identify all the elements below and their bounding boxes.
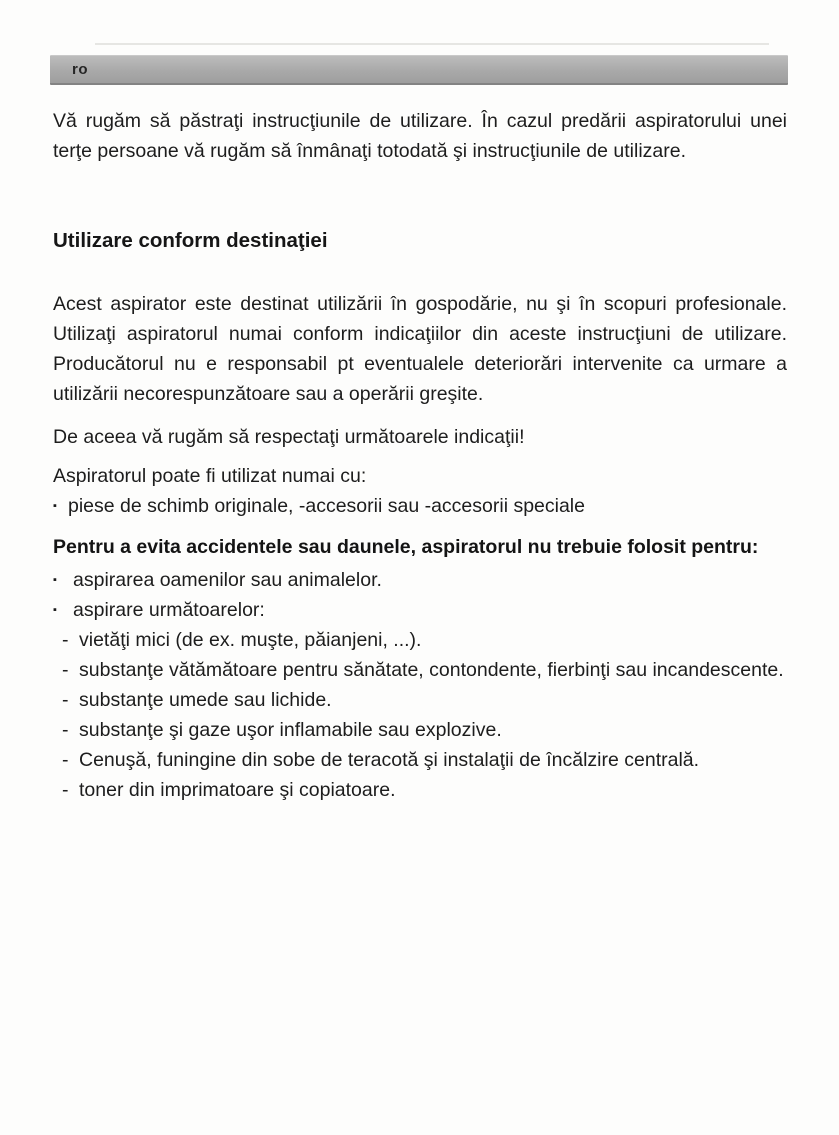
section-title: Utilizare conform destinaţiei [53,229,328,252]
list-item-text: piese de schimb originale, -accesorii sau -accesorii speciale [68,495,585,517]
sub-list-item [53,625,787,655]
dash-bullet-icon: - [62,749,69,771]
intended-use-paragraph: Acest aspirator este destinat utilizării în gospodărie, nu şi în scopuri profesionale. Utilizaţi aspiratorul numai conform indicaţiilor din aceste instrucţiuni de utilizare. Producătorul nu e responsabil pt eventualele deteriorări intervenite ca urmare a utilizării necorespunzătoare sau a operării greşite. [53,293,787,405]
square-bullet-icon: ▪ [53,500,57,512]
sub-list-item-text: Cenuşă, funingine din sobe de teracotă şi instalaţii de încălzire centrală. [79,749,700,771]
dash-bullet-icon: - [62,779,69,801]
sub-list-item-text: substanţe umede sau lichide. [79,689,332,711]
sub-list-item-text: substanţe vătămătoare pentru sănătate, contondente, fierbinţi sau incandescente. [79,659,784,681]
warning-list [53,565,787,805]
square-bullet-icon: ▪ [53,574,57,586]
dash-bullet-icon: - [62,689,69,711]
sub-list-item [53,715,787,745]
language-header-bar [50,55,788,85]
warning-title: Pentru a evita accidentele sau daunele, aspiratorul nu trebuie folosit pentru: [53,536,759,558]
list-item [53,491,787,521]
square-bullet-icon: ▪ [53,604,57,616]
note-paragraph: De aceea vă rugăm să respectaţi următoarele indicaţii! [53,426,525,448]
language-code-label: ro [72,61,88,78]
intro-paragraph: Vă rugăm să păstraţi instrucţiunile de utilizare. În cazul predării aspiratorului unei terţe persoane vă rugăm să înmânaţi totodată şi instrucţiunile de utilizare. [53,110,787,162]
sub-list-item-text: vietăţi mici (de ex. muşte, păianjeni, ...). [79,629,422,651]
sub-list-item-text: toner din imprimatoare şi copiatoare. [79,779,396,801]
only-with-line: Aspiratorul poate fi utilizat numai cu: [53,465,367,487]
sub-list-item [53,775,787,805]
list-item [53,565,787,595]
dash-bullet-icon: - [62,719,69,741]
list-item [53,595,787,625]
list-item-text: aspirarea oamenilor sau animalelor. [73,569,382,591]
page-content [53,85,787,805]
list-item-text: aspirare următoarelor: [73,599,265,621]
sub-list-item [53,655,787,685]
dash-bullet-icon: - [62,629,69,651]
sub-list-item [53,685,787,715]
dash-bullet-icon: - [62,659,69,681]
sub-list-item [53,745,787,775]
scan-artifact-line [95,43,769,45]
sub-list-item-text: substanţe şi gaze uşor inflamabile sau explozive. [79,719,502,741]
